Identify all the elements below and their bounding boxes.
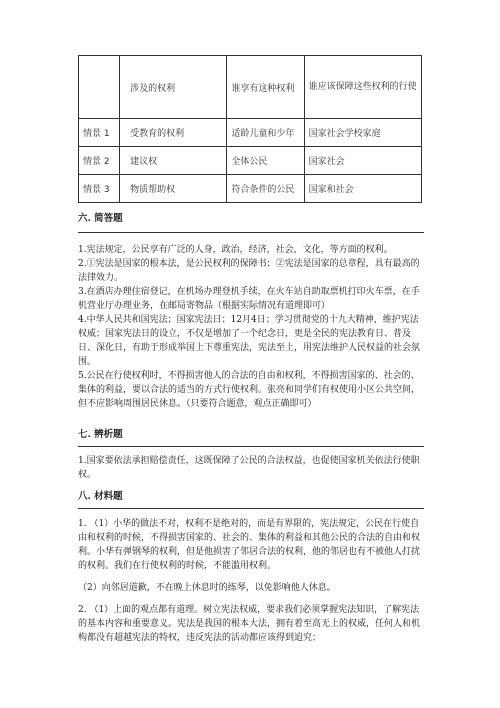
- table-row: [79, 119, 422, 147]
- table-header-cell: 谁应该保障这些权利的行使: [304, 56, 421, 119]
- answer-paragraph: 1.宪法规定，公民享有广泛的人身，政治，经济，社会，文化，等方面的权利。: [78, 245, 393, 255]
- section-title: 六. 简答题: [78, 213, 123, 224]
- answer-paragraph: 4.中华人民共和国宪法；国家宪法日；12月4日；学习贯彻党的十九大精神，维护宪法权威；国家宪法日的设立，不仅是增加了一个纪念日，更是全民的宪法教育日、普及日、深化日，有助于形成举国上下尊重宪法，宪法至上，用宪法维护人民权益的社会氛围。: [78, 315, 421, 367]
- section-title: 八. 材料题: [78, 491, 123, 502]
- table-cell: 国家和社会: [304, 175, 421, 203]
- table-cell: 建议权: [120, 147, 227, 175]
- answer-paragraph: 1. （1）小华的做法不对，权利不是绝对的，而是有界限的，宪法规定，公民在行使自由和权利的时候，不得损害国家的、社会的、集体的利益和其他公民的合法的自由和权利。小华有弹钢琴的权利，但是他损害了邻居合法的权利，他的邻居也有不被他人打扰的权利。我们在行使权利的时候，不能滥用权利。: [78, 519, 421, 571]
- rights-table: [78, 55, 422, 203]
- table-cell: 情景 2: [79, 147, 120, 175]
- table-header-cell: [79, 56, 120, 119]
- table-row: [79, 175, 422, 203]
- table-cell: 适龄儿童和少年: [227, 119, 304, 147]
- section-analysis: [78, 428, 424, 442]
- table-cell: 情景 3: [79, 175, 120, 203]
- table-cell: 全体公民: [227, 147, 304, 175]
- answer-paragraph: 3.在酒店办理住宿登记，在机场办理登机手续，在火车站自助取票机打印火车票，在手机营业厅办理业务，在邮局寄物品（根据实际情况有道理即可）: [78, 287, 420, 311]
- section-divider: [78, 446, 424, 447]
- answer-paragraph: 2. （1）上面的观点都有道理。树立宪法权威，要求我们必须掌握宪法知识，了解宪法的基本内容和重要意义。宪法是我国的根本大法，拥有着至高无上的权威，任何人和机构都没有超越宪法的特权，违反宪法的活动都应该得到追究；: [78, 605, 421, 643]
- section-title: 七. 辨析题: [78, 429, 123, 440]
- table-cell: 国家社会: [304, 147, 421, 175]
- section-divider: [78, 508, 424, 509]
- table-header-cell: 谁享有这种权利: [227, 56, 304, 119]
- table-cell: 符合条件的公民: [227, 175, 304, 203]
- table-cell: 情景 1: [79, 119, 120, 147]
- table-cell: 受教育的权利: [120, 119, 227, 147]
- table-header-cell: 涉及的权利: [120, 56, 227, 119]
- table-row: [79, 147, 422, 175]
- table-cell: 国家社会学校家庭: [304, 119, 421, 147]
- answer-paragraph: 5.公民在行使权利时，不得损害他人的合法的自由和权利，不得损害国家的、社会的、集体的利益，要以合法的适当的方式行使权利。张亮和同学们有权使用小区公共空间，但不应影响周围居民休息。（只要符合题意，观点正确即可）: [78, 371, 421, 409]
- section-analysis-body: [78, 454, 424, 482]
- answer-paragraph: （2）向邻居道歉，不在晚上休息时的练琴，以免影响他人休息。: [78, 583, 336, 593]
- table-cell: 物质帮助权: [120, 175, 227, 203]
- section-material: [78, 490, 424, 504]
- section-material-body: [78, 517, 424, 645]
- answer-paragraph: 2.①宪法是国家的根本法，是公民权利的保障书；②宪法是国家的总章程，具有最高的法律效力。: [78, 259, 420, 283]
- section-short-answer-body: [78, 243, 424, 411]
- answer-paragraph: 1.国家要依法承担赔偿责任，这既保障了公民的合法权益，也促使国家机关依法行使职权。: [78, 456, 420, 480]
- table-header-row: [79, 56, 422, 119]
- section-short-answer: [78, 212, 424, 226]
- section-divider: [78, 232, 424, 233]
